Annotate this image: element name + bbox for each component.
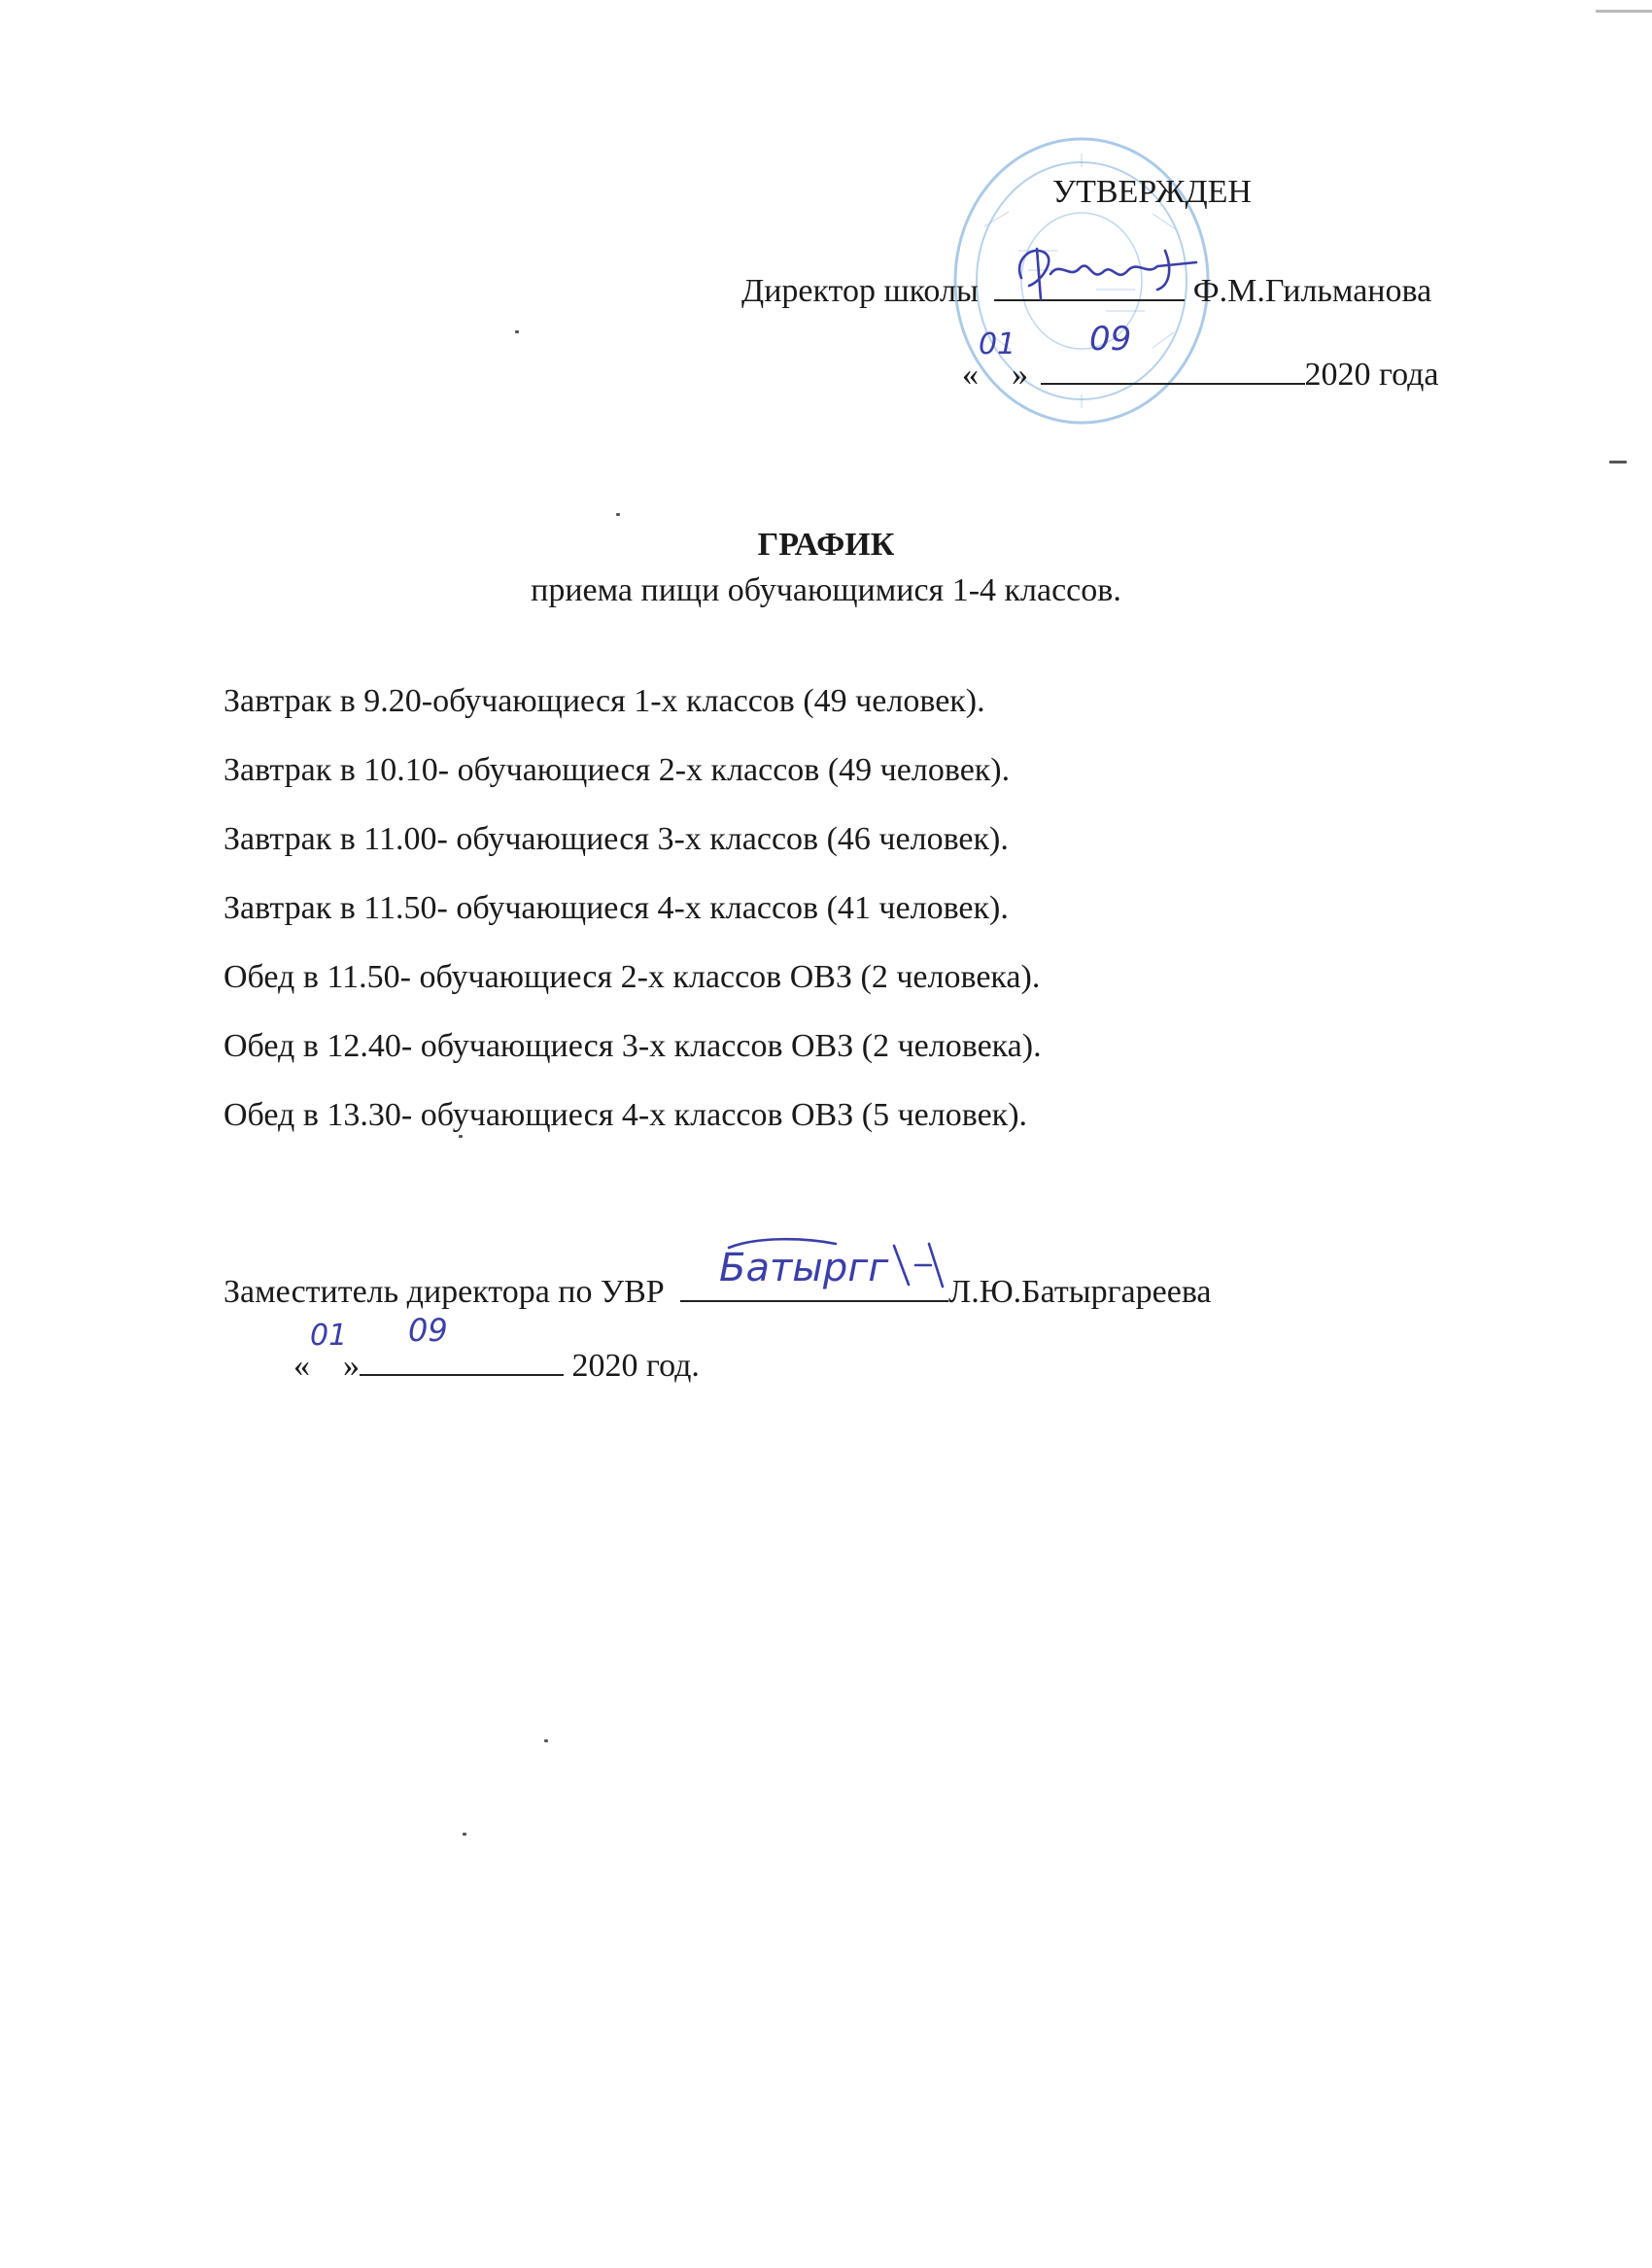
document-subtitle: приема пищи обучающимися 1-4 классов. <box>531 572 1121 608</box>
approval-date-month <box>1089 315 1187 373</box>
approval-date-day <box>979 321 1027 369</box>
deputy-date-line <box>293 1312 700 1386</box>
director-signature-field <box>994 264 1185 301</box>
director-signature <box>1002 231 1206 305</box>
meal-schedule-list <box>224 682 1042 1165</box>
scan-speck <box>515 330 519 333</box>
deputy-signature-line <box>224 1246 1212 1312</box>
scan-speck <box>544 1739 548 1742</box>
scan-speck <box>616 513 620 516</box>
deputy-date-close-quote: » <box>343 1348 360 1384</box>
deputy-signature <box>700 1226 952 1304</box>
svg-text:09: 09 <box>408 1312 448 1349</box>
deputy-date-month-field <box>360 1312 564 1376</box>
scan-speck <box>1609 461 1627 464</box>
scan-speck <box>463 1833 466 1836</box>
deputy-date-day <box>310 1312 359 1360</box>
deputy-date-day-field <box>310 1319 348 1376</box>
schedule-item: Обед в 13.30- обучающиеся 4-х классов ОВЗ (5 человек). <box>224 1097 1028 1133</box>
scan-speck <box>459 1135 463 1138</box>
approval-date-day-field <box>979 327 1016 385</box>
director-signature-line <box>741 264 1431 311</box>
deputy-label: Заместитель директора по УВР <box>224 1274 665 1310</box>
schedule-item: Завтрак в 11.00- обучающиеся 3-х классов (46 человек). <box>224 821 1009 857</box>
approval-date-line <box>962 320 1439 395</box>
svg-text:01: 01 <box>310 1319 348 1353</box>
schedule-item: Завтрак в 10.10- обучающиеся 2-х классов (49 человек). <box>224 752 1011 788</box>
approval-date-open-quote: « <box>962 357 979 393</box>
svg-text:09: 09 <box>1088 320 1131 359</box>
scan-edge <box>1596 10 1652 13</box>
approval-date-month-field <box>1041 320 1305 385</box>
deputy-name: Л.Ю.Батыргареева <box>948 1274 1212 1310</box>
approval-date-close-quote: » <box>1012 357 1028 393</box>
approval-date-year: 2020 года <box>1304 357 1439 393</box>
deputy-date-year: 2020 год. <box>571 1348 700 1384</box>
document-title: ГРАФИК <box>757 527 895 563</box>
schedule-item: Обед в 12.40- обучающиеся 3-х классов ОВЗ (2 человека). <box>224 1028 1042 1064</box>
schedule-item: Обед в 11.50- обучающиеся 2-х классов ОВЗ (2 человека). <box>224 959 1041 995</box>
svg-text:Батыргг: Батыргг <box>719 1246 889 1290</box>
approved-heading: УТВЕРЖДЕН <box>1052 174 1252 210</box>
svg-text:01: 01 <box>979 327 1016 361</box>
schedule-item: Завтрак в 9.20-обучающиеся 1-х классов (49 человек). <box>224 683 985 719</box>
deputy-date-month <box>408 1306 505 1364</box>
deputy-signature-field <box>680 1246 948 1302</box>
director-label: Директор школы <box>741 273 979 309</box>
schedule-item: Завтрак в 11.50- обучающиеся 4-х классов (41 человек). <box>224 890 1009 926</box>
director-name: Ф.М.Гильманова <box>1192 273 1432 309</box>
deputy-date-open-quote: « <box>293 1348 310 1384</box>
